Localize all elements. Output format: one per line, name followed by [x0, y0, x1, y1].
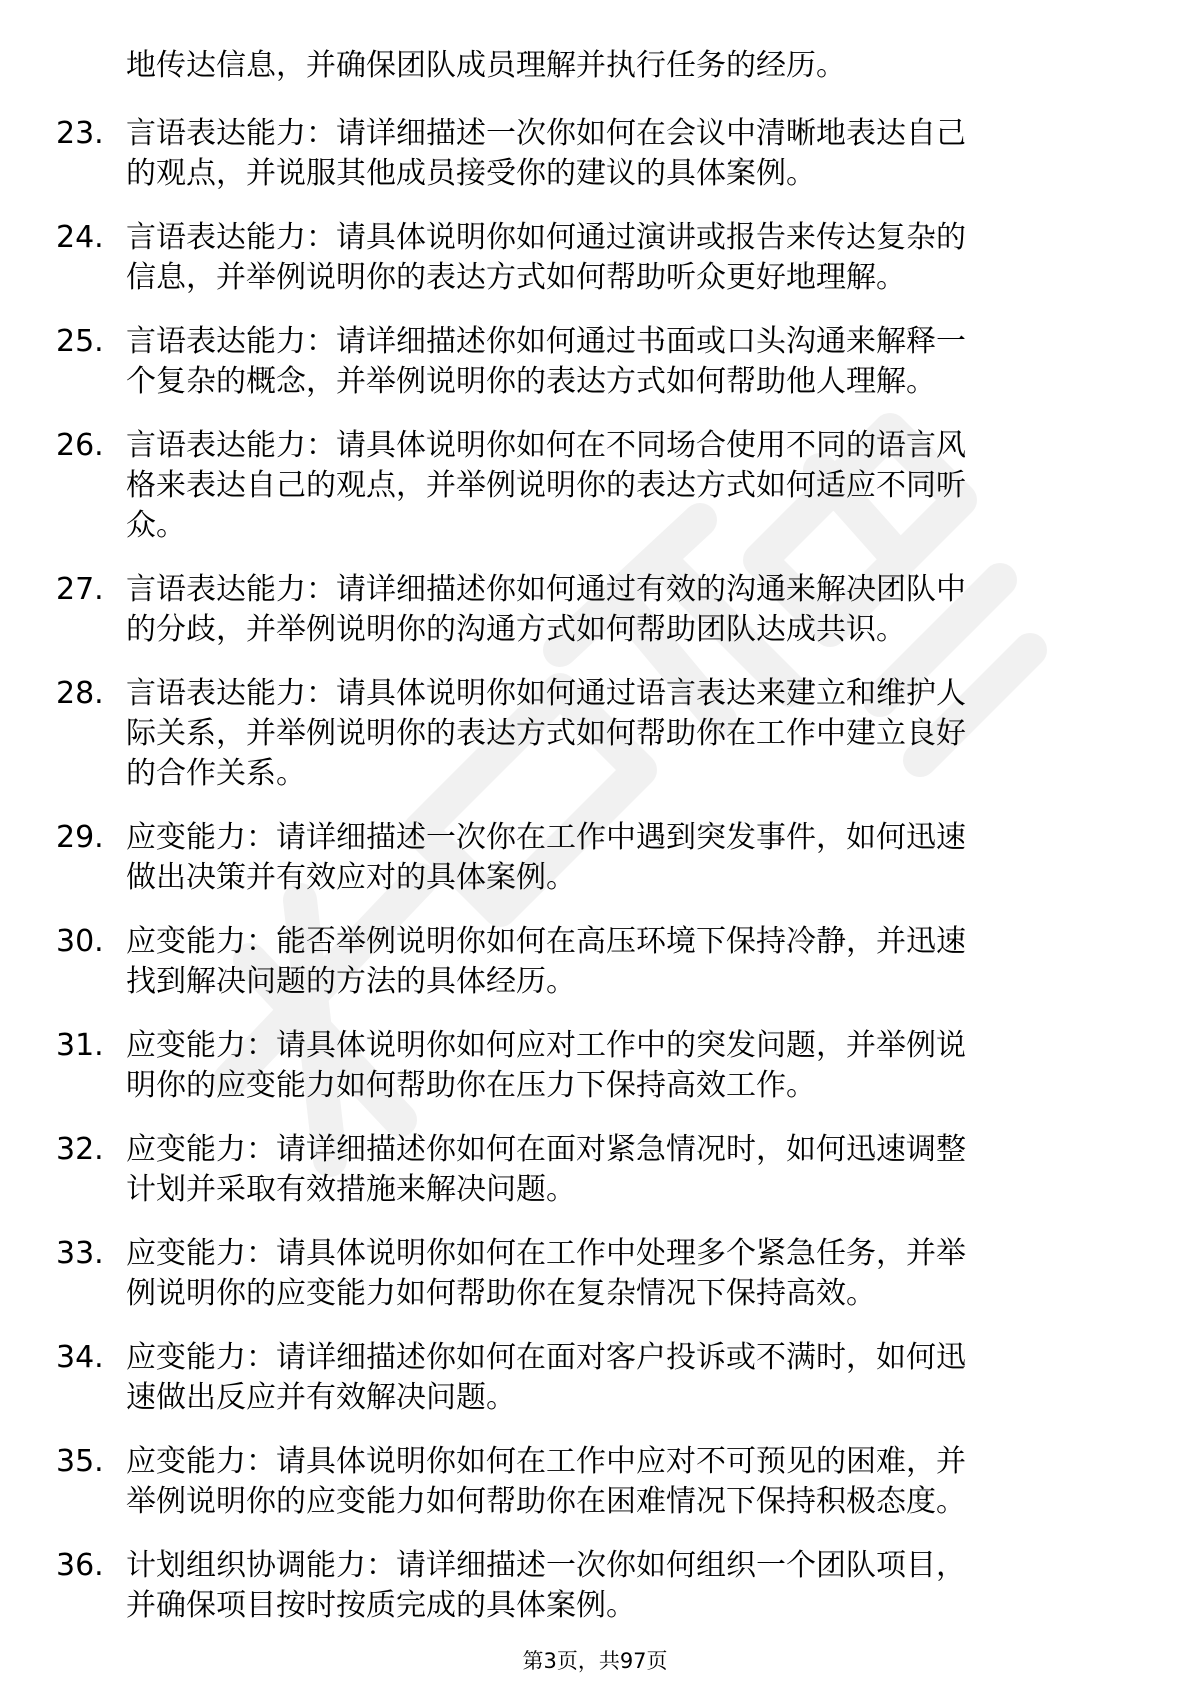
continued-text-line: 地传达信息，并确保团队成员理解并执行任务的经历。 — [126, 48, 846, 83]
question-item — [0, 1546, 1190, 1626]
question-line: 应变能力：请具体说明你如何在工作中应对不可预见的困难，并 — [126, 1444, 966, 1479]
question-item — [0, 1442, 1190, 1522]
question-line: 的合作关系。 — [126, 756, 306, 791]
question-line: 言语表达能力：请详细描述你如何通过书面或口头沟通来解释一 — [126, 324, 966, 359]
question-text — [126, 818, 1116, 898]
question-number: 33. — [56, 1236, 104, 1271]
question-item — [0, 818, 1190, 898]
question-text — [126, 218, 1116, 298]
question-line: 应变能力：请具体说明你如何应对工作中的突发问题，并举例说 — [126, 1028, 966, 1063]
question-line: 言语表达能力：请具体说明你如何通过语言表达来建立和维护人 — [126, 676, 966, 711]
question-line: 应变能力：请详细描述你如何在面对紧急情况时，如何迅速调整 — [126, 1132, 966, 1167]
question-text — [126, 1442, 1116, 1522]
question-number: 25. — [56, 324, 104, 359]
question-number: 32. — [56, 1132, 104, 1167]
question-line: 众。 — [126, 508, 186, 543]
question-text — [126, 674, 1116, 794]
question-text — [126, 322, 1116, 402]
question-number: 29. — [56, 820, 104, 855]
question-line: 信息，并举例说明你的表达方式如何帮助听众更好地理解。 — [126, 260, 906, 295]
question-text — [126, 426, 1116, 546]
question-item — [0, 674, 1190, 794]
question-line: 言语表达能力：请详细描述一次你如何在会议中清晰地表达自己 — [126, 116, 966, 151]
question-item — [0, 218, 1190, 298]
question-text — [126, 570, 1116, 650]
question-text — [126, 922, 1116, 1002]
question-number: 27. — [56, 572, 104, 607]
question-line: 应变能力：请详细描述你如何在面对客户投诉或不满时，如何迅 — [126, 1340, 966, 1375]
question-number: 35. — [56, 1444, 104, 1479]
question-number: 31. — [56, 1028, 104, 1063]
question-item — [0, 114, 1190, 194]
question-item — [0, 322, 1190, 402]
question-number: 26. — [56, 428, 104, 463]
question-line: 的分歧，并举例说明你的沟通方式如何帮助团队达成共识。 — [126, 612, 906, 647]
question-line: 计划并采取有效措施来解决问题。 — [126, 1172, 576, 1207]
question-text — [126, 1234, 1116, 1314]
question-line: 的观点，并说服其他成员接受你的建议的具体案例。 — [126, 156, 816, 191]
question-text — [126, 1546, 1116, 1626]
question-line: 际关系，并举例说明你的表达方式如何帮助你在工作中建立良好 — [126, 716, 966, 751]
question-number: 28. — [56, 676, 104, 711]
question-line: 举例说明你的应变能力如何帮助你在困难情况下保持积极态度。 — [126, 1484, 966, 1519]
question-text — [126, 114, 1116, 194]
question-line: 应变能力：请具体说明你如何在工作中处理多个紧急任务，并举 — [126, 1236, 966, 1271]
question-number: 30. — [56, 924, 104, 959]
question-text — [126, 1130, 1116, 1210]
question-line: 应变能力：能否举例说明你如何在高压环境下保持冷静，并迅速 — [126, 924, 966, 959]
page-number-footer: 第3页，共97页 — [522, 1649, 668, 1673]
question-line: 言语表达能力：请具体说明你如何通过演讲或报告来传达复杂的 — [126, 220, 966, 255]
question-number: 34. — [56, 1340, 104, 1375]
question-line: 言语表达能力：请详细描述你如何通过有效的沟通来解决团队中 — [126, 572, 966, 607]
question-list — [0, 114, 1190, 1650]
question-line: 明你的应变能力如何帮助你在压力下保持高效工作。 — [126, 1068, 816, 1103]
question-item — [0, 1130, 1190, 1210]
question-line: 例说明你的应变能力如何帮助你在复杂情况下保持高效。 — [126, 1276, 876, 1311]
question-item — [0, 922, 1190, 1002]
question-item — [0, 1338, 1190, 1418]
question-item — [0, 570, 1190, 650]
question-line: 找到解决问题的方法的具体经历。 — [126, 964, 576, 999]
question-line: 速做出反应并有效解决问题。 — [126, 1380, 516, 1415]
question-text — [126, 1026, 1116, 1106]
question-number: 24. — [56, 220, 104, 255]
question-line: 做出决策并有效应对的具体案例。 — [126, 860, 576, 895]
question-line: 应变能力：请详细描述一次你在工作中遇到突发事件，如何迅速 — [126, 820, 966, 855]
question-number: 36. — [56, 1548, 104, 1583]
question-number: 23. — [56, 116, 104, 151]
question-text — [126, 1338, 1116, 1418]
question-item — [0, 1026, 1190, 1106]
question-line: 并确保项目按时按质完成的具体案例。 — [126, 1588, 636, 1623]
question-line: 言语表达能力：请具体说明你如何在不同场合使用不同的语言风 — [126, 428, 966, 463]
question-item — [0, 1234, 1190, 1314]
question-item — [0, 426, 1190, 546]
question-line: 格来表达自己的观点，并举例说明你的表达方式如何适应不同听 — [126, 468, 966, 503]
question-line: 个复杂的概念，并举例说明你的表达方式如何帮助他人理解。 — [126, 364, 936, 399]
question-line: 计划组织协调能力：请详细描述一次你如何组织一个团队项目， — [126, 1548, 966, 1583]
